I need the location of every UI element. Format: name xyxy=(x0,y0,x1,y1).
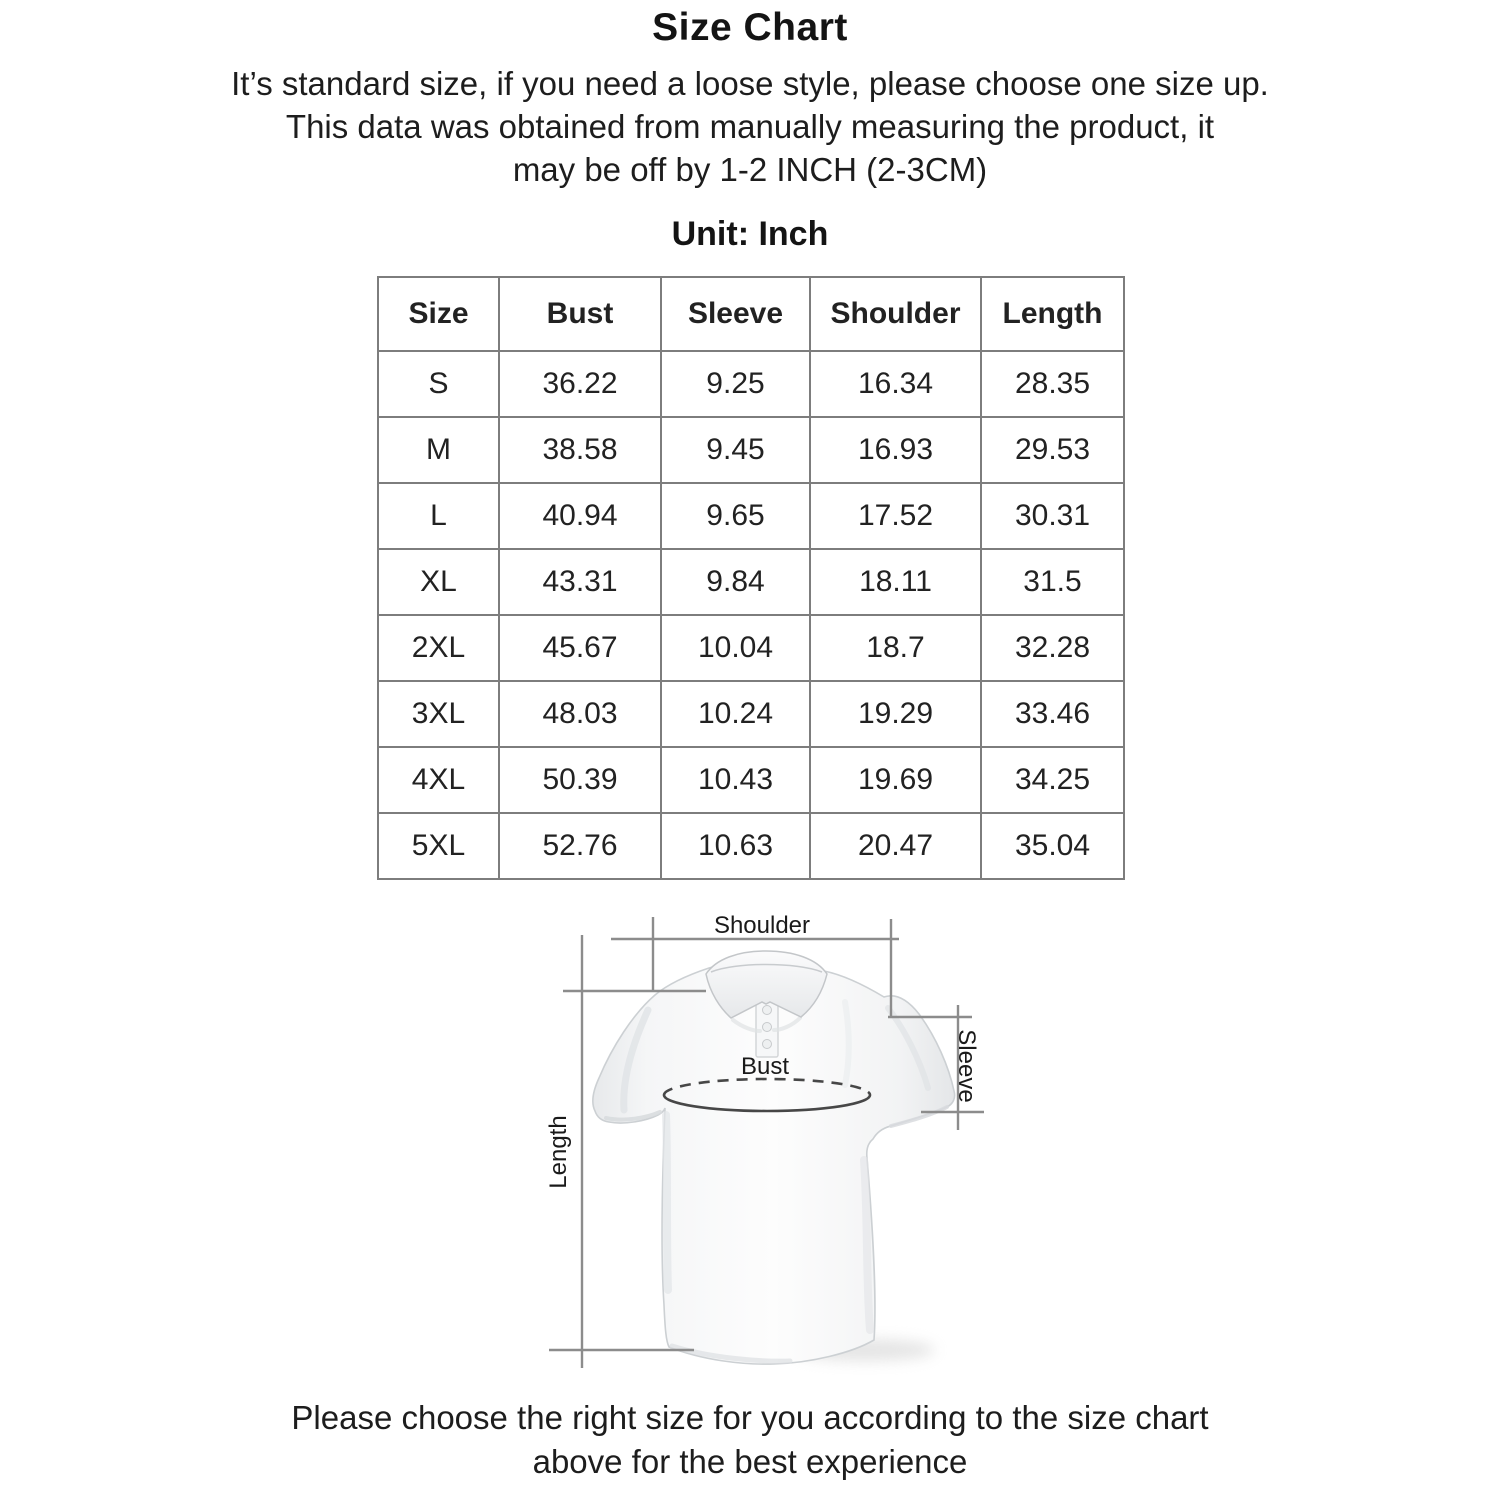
table-row-l xyxy=(378,483,1124,549)
right-body-shade xyxy=(864,1160,870,1330)
cell-shoulder: 16.34 xyxy=(810,351,981,417)
col-header-bust: Bust xyxy=(499,277,661,351)
footer-line-2: above for the best experience xyxy=(532,1443,968,1480)
cell-sleeve: 10.63 xyxy=(661,813,810,879)
length-label: Length xyxy=(545,1115,572,1189)
table-row-5xl xyxy=(378,813,1124,879)
cell-sleeve: 9.84 xyxy=(661,549,810,615)
shoulder-label: Shoulder xyxy=(713,912,811,939)
cell-size: L xyxy=(378,483,499,549)
cell-shoulder: 18.11 xyxy=(810,549,981,615)
button-icon xyxy=(763,1023,772,1032)
cell-shoulder: 17.52 xyxy=(810,483,981,549)
polo-shirt-illustration xyxy=(500,895,1040,1405)
cell-sleeve: 10.43 xyxy=(661,747,810,813)
intro-line-2: This data was obtained from manually measuring the product, it xyxy=(285,108,1215,145)
cell-shoulder: 20.47 xyxy=(810,813,981,879)
cell-bust: 36.22 xyxy=(499,351,661,417)
col-header-size: Size xyxy=(378,277,499,351)
cell-length: 28.35 xyxy=(981,351,1124,417)
cell-length: 35.04 xyxy=(981,813,1124,879)
col-header-shoulder: Shoulder xyxy=(810,277,981,351)
cell-size: XL xyxy=(378,549,499,615)
cell-size: 5XL xyxy=(378,813,499,879)
cell-size: S xyxy=(378,351,499,417)
cell-shoulder: 18.7 xyxy=(810,615,981,681)
cell-bust: 50.39 xyxy=(499,747,661,813)
unit-label: Unit: Inch xyxy=(671,215,829,253)
col-header-length: Length xyxy=(981,277,1124,351)
cell-length: 31.5 xyxy=(981,549,1124,615)
cell-size: 2XL xyxy=(378,615,499,681)
intro-text xyxy=(0,62,1500,191)
intro-line-1: It’s standard size, if you need a loose style, please choose one size up. xyxy=(231,65,1269,102)
bust-label: Bust xyxy=(740,1053,790,1080)
size-table xyxy=(377,276,1125,880)
cell-sleeve: 10.04 xyxy=(661,615,810,681)
footer-line-1: Please choose the right size for you according to the size chart xyxy=(291,1399,1209,1436)
cell-bust: 43.31 xyxy=(499,549,661,615)
button-icon xyxy=(763,1040,772,1049)
cell-length: 29.53 xyxy=(981,417,1124,483)
cell-bust: 38.58 xyxy=(499,417,661,483)
col-header-sleeve: Sleeve xyxy=(661,277,810,351)
cell-length: 33.46 xyxy=(981,681,1124,747)
sleeve-label: Sleeve xyxy=(953,1029,980,1103)
cell-bust: 40.94 xyxy=(499,483,661,549)
cell-sleeve: 9.25 xyxy=(661,351,810,417)
table-row-s xyxy=(378,351,1124,417)
cell-size: M xyxy=(378,417,499,483)
table-row-2xl xyxy=(378,615,1124,681)
cell-bust: 45.67 xyxy=(499,615,661,681)
table-row-3xl xyxy=(378,681,1124,747)
page-title: Size Chart xyxy=(652,6,848,49)
cell-bust: 52.76 xyxy=(499,813,661,879)
table-row-4xl xyxy=(378,747,1124,813)
cell-sleeve: 10.24 xyxy=(661,681,810,747)
intro-line-3: may be off by 1-2 INCH (2-3CM) xyxy=(512,151,988,188)
cell-sleeve: 9.65 xyxy=(661,483,810,549)
cell-length: 30.31 xyxy=(981,483,1124,549)
table-row-m xyxy=(378,417,1124,483)
cell-shoulder: 16.93 xyxy=(810,417,981,483)
table-row-xl xyxy=(378,549,1124,615)
cell-bust: 48.03 xyxy=(499,681,661,747)
cell-length: 32.28 xyxy=(981,615,1124,681)
cell-size: 4XL xyxy=(378,747,499,813)
cell-shoulder: 19.69 xyxy=(810,747,981,813)
left-body-shade xyxy=(666,1115,668,1290)
table-header-row xyxy=(378,277,1124,351)
cell-length: 34.25 xyxy=(981,747,1124,813)
cell-shoulder: 19.29 xyxy=(810,681,981,747)
button-icon xyxy=(763,1006,772,1015)
cell-size: 3XL xyxy=(378,681,499,747)
cell-sleeve: 9.45 xyxy=(661,417,810,483)
shirt-measurement-diagram xyxy=(500,895,1040,1405)
footer-note xyxy=(0,1396,1500,1484)
